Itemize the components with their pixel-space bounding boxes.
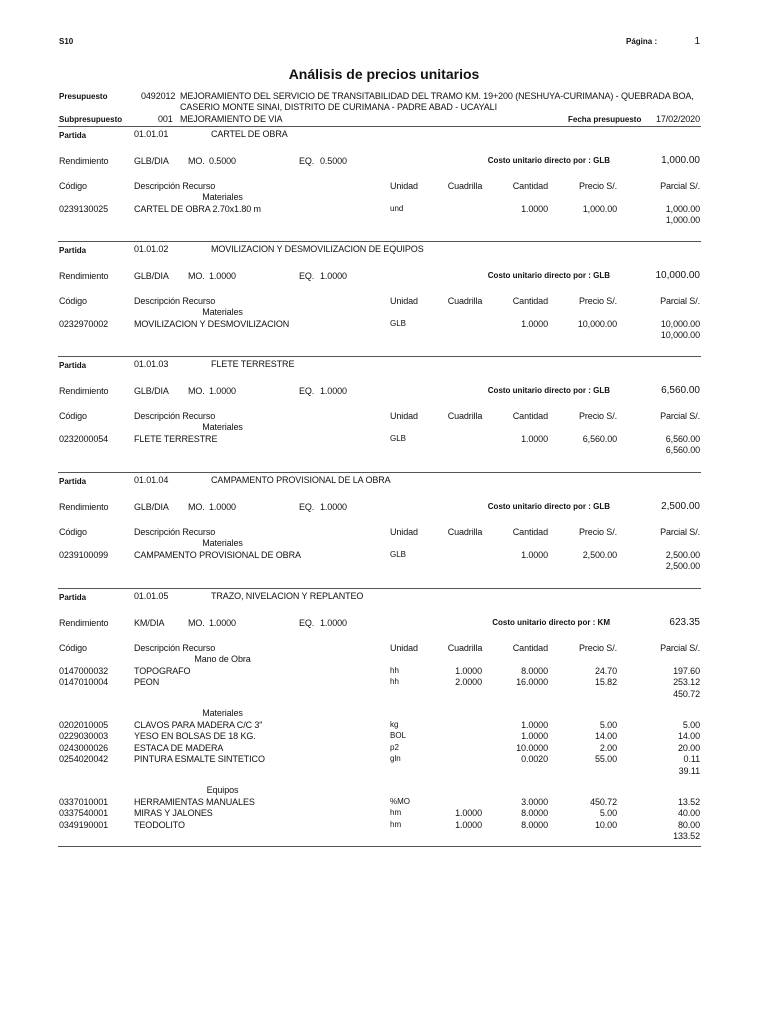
partida-label: Partida: [59, 361, 87, 370]
row-parcial: 2,500.00: [665, 549, 700, 560]
row-precio: 14.00: [594, 731, 617, 741]
row-parcial: 80.00: [677, 819, 700, 830]
partida-separator: [58, 356, 701, 357]
group-subtotal: 1,000.00: [665, 215, 700, 225]
col-header-precio: Precio S/.: [578, 643, 617, 653]
partida-name: MOVILIZACION Y DESMOVILIZACION DE EQUIPOS: [211, 244, 424, 254]
eq-value: 1.0000: [320, 618, 347, 628]
col-header-descripcion: Descripción Recurso: [134, 181, 216, 191]
row-parcial: 10,000.00: [660, 318, 700, 329]
row-cantidad: 8.0000: [521, 819, 548, 830]
eq-value: 1.0000: [320, 502, 347, 512]
col-header-precio: Precio S/.: [578, 527, 617, 537]
rendimiento-label: Rendimiento: [59, 156, 109, 166]
group-subtotal: 6,560.00: [665, 445, 700, 455]
row-precio: 10,000.00: [577, 318, 617, 329]
presupuesto-code: 0492012: [141, 91, 176, 101]
presupuesto-line2: CASERIO MONTE SINAI, DISTRITO DE CURIMANA - PADRE ABAD - UCAYALI: [180, 102, 497, 112]
row-precio: 450.72: [590, 796, 617, 807]
row-cantidad: 16.0000: [516, 677, 548, 687]
row-precio: 6,560.00: [582, 433, 617, 444]
eq-label: EQ.: [299, 386, 315, 396]
presupuesto-line1: MEJORAMIENTO DEL SERVICIO DE TRANSITABILIDAD DEL TRAMO KM. 19+200 (NESHUYA-CURIMANA) - QUEBRADA BOA,: [180, 92, 694, 101]
rendimiento-unit: GLB/DIA: [134, 156, 169, 166]
row-cantidad: 8.0000: [521, 808, 548, 818]
col-header-cuadrilla: Cuadrilla: [447, 643, 483, 653]
row-parcial: 5.00: [682, 719, 700, 730]
row-parcial: 14.00: [677, 731, 700, 741]
partida-code: 01.01.04: [134, 475, 169, 485]
col-header-codigo: Código: [59, 181, 87, 191]
row-codigo: 0147010004: [59, 677, 109, 687]
col-header-codigo: Código: [59, 411, 87, 421]
eq-label: EQ.: [299, 156, 315, 166]
row-codigo: 0202010005: [59, 719, 109, 730]
partida-separator: [58, 588, 701, 589]
col-header-unidad: Unidad: [390, 527, 418, 537]
page-bottom-rule: [58, 846, 701, 847]
rendimiento-label: Rendimiento: [59, 502, 109, 512]
row-cantidad: 10.0000: [516, 742, 548, 753]
row-descripcion: CAMPAMENTO PROVISIONAL DE OBRA: [134, 549, 301, 560]
eq-value: 1.0000: [320, 386, 347, 396]
row-precio: 24.70: [594, 665, 617, 676]
group-label: Mano de Obra: [194, 654, 251, 664]
row-unidad: GLB: [390, 433, 407, 443]
row-descripcion: PEON: [134, 677, 160, 687]
row-parcial: 197.60: [673, 665, 700, 676]
partida-separator: [58, 472, 701, 473]
partida-name: CARTEL DE OBRA: [211, 129, 288, 139]
row-cantidad: 1.0000: [521, 719, 548, 730]
group-subtotal: 2,500.00: [665, 561, 700, 571]
col-header-cuadrilla: Cuadrilla: [447, 181, 483, 191]
rendimiento-label: Rendimiento: [59, 386, 109, 396]
mo-label: MO.: [188, 386, 205, 396]
col-header-cuadrilla: Cuadrilla: [447, 296, 483, 306]
col-header-codigo: Código: [59, 527, 87, 537]
rendimiento-unit: GLB/DIA: [134, 386, 169, 396]
row-parcial: 6,560.00: [665, 433, 700, 444]
row-parcial: 13.52: [677, 796, 700, 807]
row-descripcion: YESO EN BOLSAS DE 18 KG.: [134, 731, 256, 741]
rendimiento-unit: GLB/DIA: [134, 502, 169, 512]
costo-unitario-value: 1,000.00: [661, 155, 700, 166]
eq-value: 1.0000: [320, 271, 347, 281]
mo-value: 1.0000: [209, 618, 236, 628]
col-header-codigo: Código: [59, 296, 87, 306]
row-descripcion: CARTEL DE OBRA 2.70x1.80 m: [134, 203, 261, 214]
col-header-parcial: Parcial S/.: [660, 296, 700, 306]
costo-unitario-value: 6,560.00: [661, 385, 700, 396]
partida-code: 01.01.02: [134, 244, 169, 254]
costo-unitario-value: 10,000.00: [655, 270, 700, 281]
page-number: 1: [694, 36, 700, 47]
rendimiento-label: Rendimiento: [59, 271, 109, 281]
col-header-parcial: Parcial S/.: [660, 643, 700, 653]
rendimiento-label: Rendimiento: [59, 618, 109, 628]
costo-unitario-label: Costo unitario directo por : KM: [492, 618, 610, 627]
row-descripcion: PINTURA ESMALTE SINTETICO: [134, 754, 265, 764]
row-codigo: 0232970002: [59, 318, 109, 329]
partida-separator: [58, 241, 701, 242]
col-header-unidad: Unidad: [390, 296, 418, 306]
row-parcial: 1,000.00: [665, 203, 700, 214]
row-cantidad: 1.0000: [521, 731, 548, 741]
row-precio: 1,000.00: [582, 203, 617, 214]
row-precio: 2,500.00: [582, 549, 617, 560]
row-codigo: 0254020042: [59, 754, 109, 764]
subpresupuesto-code: 001: [158, 114, 173, 124]
row-descripcion: MOVILIZACION Y DESMOVILIZACION: [134, 318, 290, 329]
row-unidad: BOL: [390, 731, 407, 740]
eq-label: EQ.: [299, 271, 315, 281]
partida-label: Partida: [59, 246, 87, 255]
row-descripcion: ESTACA DE MADERA: [134, 742, 224, 753]
row-cuadrilla: 1.0000: [455, 665, 482, 676]
row-precio: 10.00: [594, 819, 617, 830]
row-unidad: GLB: [390, 318, 407, 328]
partida-code: 01.01.05: [134, 591, 169, 601]
mo-value: 0.5000: [209, 156, 236, 166]
row-cantidad: 1.0000: [521, 318, 548, 329]
row-unidad: p2: [390, 742, 399, 752]
col-header-precio: Precio S/.: [578, 411, 617, 421]
row-cuadrilla: 2.0000: [455, 677, 482, 687]
row-unidad: hm: [390, 808, 402, 817]
row-codigo: 0337010001: [59, 796, 109, 807]
col-header-descripcion: Descripción Recurso: [134, 296, 216, 306]
col-header-cantidad: Cantidad: [512, 181, 548, 191]
partida-name: TRAZO, NIVELACION Y REPLANTEO: [211, 591, 364, 601]
partida-separator: [58, 126, 701, 127]
costo-unitario-value: 2,500.00: [661, 501, 700, 512]
col-header-cuadrilla: Cuadrilla: [447, 527, 483, 537]
mo-label: MO.: [188, 502, 205, 512]
col-header-parcial: Parcial S/.: [660, 527, 700, 537]
rendimiento-unit: KM/DIA: [134, 618, 165, 628]
row-unidad: hm: [390, 819, 402, 829]
mo-value: 1.0000: [209, 271, 236, 281]
row-parcial: 253.12: [673, 677, 700, 687]
costo-unitario-value: 623.35: [669, 617, 700, 628]
row-codigo: 0337540001: [59, 808, 109, 818]
col-header-unidad: Unidad: [390, 411, 418, 421]
eq-label: EQ.: [299, 502, 315, 512]
costo-unitario-label: Costo unitario directo por : GLB: [487, 502, 610, 511]
col-header-cuadrilla: Cuadrilla: [447, 411, 483, 421]
subpresupuesto-name: MEJORAMIENTO DE VIA: [180, 114, 283, 124]
group-subtotal: 10,000.00: [660, 330, 700, 340]
row-codigo: 0239130025: [59, 203, 109, 214]
col-header-precio: Precio S/.: [578, 296, 617, 306]
rendimiento-unit: GLB/DIA: [134, 271, 169, 281]
row-parcial: 40.00: [677, 808, 700, 818]
col-header-unidad: Unidad: [390, 643, 418, 653]
row-parcial: 0.11: [683, 754, 700, 764]
row-unidad: und: [390, 203, 404, 213]
fecha-value: 17/02/2020: [655, 114, 700, 124]
row-codigo: 0239100099: [59, 549, 109, 560]
mo-label: MO.: [188, 271, 205, 281]
row-descripcion: HERRAMIENTAS MANUALES: [134, 796, 255, 807]
col-header-cantidad: Cantidad: [512, 643, 548, 653]
costo-unitario-label: Costo unitario directo por : GLB: [487, 156, 610, 165]
group-label: Materiales: [202, 307, 243, 317]
subpresupuesto-label: Subpresupuesto: [59, 115, 123, 124]
group-subtotal: 39.11: [678, 765, 700, 776]
row-descripcion: FLETE TERRESTRE: [134, 433, 218, 444]
partida-code: 01.01.01: [134, 129, 169, 139]
group-label: Materiales: [202, 192, 243, 202]
row-cantidad: 3.0000: [521, 796, 548, 807]
row-cantidad: 1.0000: [521, 433, 548, 444]
row-descripcion: CLAVOS PARA MADERA C/C 3": [134, 719, 263, 730]
partida-name: CAMPAMENTO PROVISIONAL DE LA OBRA: [211, 475, 391, 485]
row-descripcion: TOPOGRAFO: [134, 665, 191, 676]
col-header-cantidad: Cantidad: [512, 296, 548, 306]
col-header-descripcion: Descripción Recurso: [134, 643, 216, 653]
col-header-precio: Precio S/.: [578, 181, 617, 191]
partida-label: Partida: [59, 477, 87, 486]
row-codigo: 0232000054: [59, 433, 109, 444]
group-label: Materiales: [202, 538, 243, 548]
row-codigo: 0229030003: [59, 731, 109, 741]
row-unidad: kg: [390, 719, 399, 729]
partida-code: 01.01.03: [134, 359, 169, 369]
col-header-parcial: Parcial S/.: [660, 411, 700, 421]
row-unidad: %MO: [390, 796, 410, 806]
mo-value: 1.0000: [209, 386, 236, 396]
costo-unitario-label: Costo unitario directo por : GLB: [487, 386, 610, 395]
row-precio: 5.00: [599, 808, 617, 818]
row-unidad: gln: [390, 754, 401, 763]
col-header-codigo: Código: [59, 643, 87, 653]
row-precio: 5.00: [599, 719, 617, 730]
row-precio: 2.00: [599, 742, 617, 753]
mo-label: MO.: [188, 618, 205, 628]
presupuesto-label: Presupuesto: [59, 92, 108, 101]
col-header-cantidad: Cantidad: [512, 527, 548, 537]
col-header-unidad: Unidad: [390, 181, 418, 191]
eq-value: 0.5000: [320, 156, 347, 166]
col-header-descripcion: Descripción Recurso: [134, 527, 216, 537]
row-precio: 55.00: [594, 754, 617, 764]
row-unidad: hh: [390, 677, 399, 686]
row-descripcion: MIRAS Y JALONES: [134, 808, 213, 818]
mo-label: MO.: [188, 156, 205, 166]
row-codigo: 0243000026: [59, 742, 109, 753]
col-header-cantidad: Cantidad: [512, 411, 548, 421]
fecha-label: Fecha presupuesto: [568, 115, 642, 124]
row-precio: 15.82: [594, 677, 617, 687]
row-parcial: 20.00: [677, 742, 700, 753]
partida-label: Partida: [59, 593, 87, 602]
row-cantidad: 1.0000: [521, 203, 548, 214]
row-codigo: 0349190001: [59, 819, 109, 830]
col-header-descripcion: Descripción Recurso: [134, 411, 216, 421]
group-subtotal: 450.72: [673, 688, 700, 699]
row-descripcion: TEODOLITO: [134, 819, 185, 830]
row-cuadrilla: 1.0000: [455, 808, 482, 818]
eq-label: EQ.: [299, 618, 315, 628]
page-label: Página :: [626, 37, 658, 46]
row-cantidad: 8.0000: [521, 665, 548, 676]
group-label: Materiales: [202, 708, 243, 718]
group-subtotal: 133.52: [673, 831, 700, 841]
partida-name: FLETE TERRESTRE: [211, 359, 295, 369]
report-code: S10: [59, 37, 74, 46]
row-unidad: hh: [390, 665, 399, 675]
group-label: Equipos: [206, 785, 239, 795]
row-codigo: 0147000032: [59, 665, 109, 676]
row-cantidad: 1.0000: [521, 549, 548, 560]
row-unidad: GLB: [390, 549, 407, 559]
group-label: Materiales: [202, 422, 243, 432]
col-header-parcial: Parcial S/.: [660, 181, 700, 191]
partida-label: Partida: [59, 131, 87, 140]
page-title: Análisis de precios unitarios: [288, 66, 480, 82]
row-cantidad: 0.0020: [521, 754, 548, 764]
costo-unitario-label: Costo unitario directo por : GLB: [487, 271, 610, 280]
mo-value: 1.0000: [209, 502, 236, 512]
row-cuadrilla: 1.0000: [455, 819, 482, 830]
